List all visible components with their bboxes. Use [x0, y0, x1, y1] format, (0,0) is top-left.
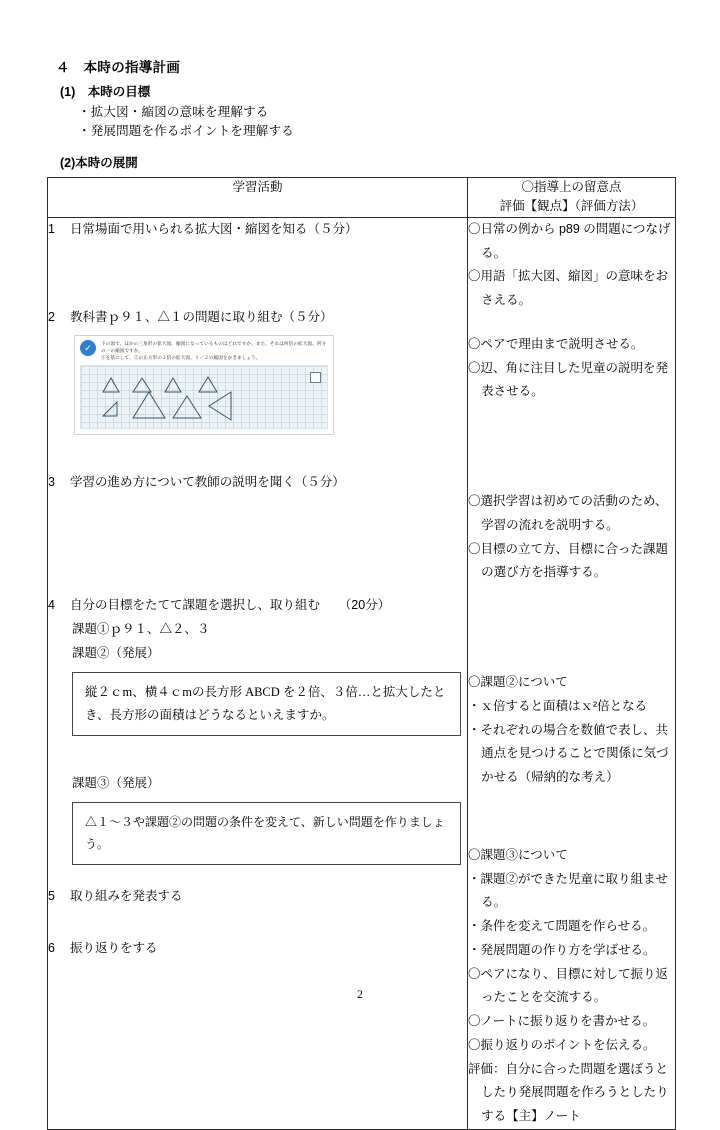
- activity-5-number: 5: [48, 889, 55, 904]
- objective-bullet-2: ・発展問題を作るポイントを理解する: [78, 124, 294, 138]
- note-5-1: ・課題②ができた児童に取り組ませる。: [468, 871, 669, 910]
- subsection-title-development: (2)本時の展開: [60, 156, 138, 170]
- note-5-2: ・条件を変えて問題を作らせる。: [468, 919, 656, 933]
- note-5-3: ・発展問題の作り方を学ばせる。: [468, 942, 656, 957]
- note-4-2: ・それぞれの場合を数値で表し、共通点を見つけることで関係に気づかせる（帰納的な考え）: [468, 722, 669, 784]
- textbook-figure: [74, 335, 334, 434]
- header-learning-activities: [48, 178, 468, 218]
- note-4-1: ・ｘ倍すると面積はｘ²倍となる: [468, 698, 648, 713]
- header-left-label: 学習活動: [232, 180, 283, 194]
- figure-square: [310, 372, 321, 383]
- figure-caption: [101, 340, 328, 361]
- note-2-2: 〇辺、角に注目した児童の説明を発表させる。: [468, 360, 669, 399]
- activity-1: [48, 218, 467, 242]
- note-3-1: 〇選択学習は初めての活動のため、学習の流れを説明する。: [468, 494, 668, 532]
- note-2-1: 〇ペアで理由まで説明させる。: [468, 336, 644, 351]
- task-line-2: 課題②（発展）: [72, 645, 160, 660]
- note-5-title: 〇課題③について: [468, 847, 568, 862]
- activity-3: [48, 471, 467, 495]
- page-number: 2: [357, 987, 363, 1001]
- figure-shapes: [81, 366, 327, 426]
- activity-1-number: 1: [48, 221, 55, 236]
- task-3-problem-box: △１～３や課題②の問題の条件を変えて、新しい問題を作りましょう。: [72, 802, 461, 866]
- activity-5: [48, 885, 467, 909]
- activity-3-text: 学習の進め方について教師の説明を聞く（５分）: [70, 474, 345, 489]
- task-line-1: 課題①ｐ９１、△２、３: [72, 622, 210, 637]
- activity-1-text: 日常場面で用いられる拡大図・縮図を知る（５分）: [70, 221, 358, 236]
- note-6-1: 〇ペアになり、目標に対して振り返ったことを交流する。: [468, 966, 669, 1005]
- figure-caption-line1: 下の図で、ほかの三角形の拡大図、縮図になっているものはどれですか。また、それは何倍の拡大図、何分の一の縮図ですか。: [101, 341, 327, 354]
- activity-2: [48, 306, 467, 330]
- note-7-2: 〇振り返りのポイントを伝える。: [468, 1037, 656, 1052]
- header-right-line1: 〇指導上の留意点: [521, 180, 622, 194]
- activity-2-number: 2: [48, 309, 55, 324]
- note-4-title: 〇課題②について: [468, 675, 568, 689]
- activity-4-number: 4: [48, 598, 55, 613]
- header-right-line2: 評価【観点】（評価方法）: [499, 199, 644, 214]
- header-teaching-notes: [468, 178, 676, 218]
- note-1-1: 〇日常の例から p89 の問題につなげる。: [468, 221, 671, 260]
- task-2-problem-box: 縦２ｃm、横４ｃmの長方形 ABCD を２倍、３倍…と拡大したとき、長方形の面積はどうなるといえますか。: [72, 672, 461, 736]
- objective-bullet-1: ・拡大図・縮図の意味を理解する: [78, 105, 269, 119]
- activity-5-text: 取り組みを発表する: [70, 889, 183, 904]
- subsection-title-objectives: (1) 本時の目標: [60, 85, 151, 99]
- note-7-3: 評価：自分に合った問題を選ぼうとしたり発展問題を作ろうとしたりする【主】ノート: [468, 1061, 669, 1123]
- section-title: ４ 本時の指導計画: [56, 60, 181, 75]
- note-7-1: 〇ノートに振り返りを書かせる。: [468, 1014, 656, 1028]
- figure-caption-row: [75, 336, 333, 364]
- activity-2-text: 教科書ｐ９１、△１の問題に取り組む（５分）: [70, 309, 333, 324]
- task-line-3: 課題③（発展）: [72, 775, 160, 790]
- activity-4: [48, 594, 467, 618]
- figure-grid: [80, 365, 328, 429]
- table-header-row: [48, 178, 676, 218]
- figure-caption-line2: ①を基にして、②の正方形の２倍の拡大図、１／２の縮図をかきましょう。: [101, 355, 261, 361]
- activity-6-text: 振り返りをする: [70, 940, 158, 955]
- note-1-2: 〇用語「拡大図、縮図」の意味をおさえる。: [468, 269, 669, 307]
- check-badge-icon: ✓: [80, 340, 96, 356]
- activity-6-number: 6: [48, 940, 55, 955]
- activity-3-number: 3: [48, 474, 55, 489]
- note-3-2: 〇目標の立て方、目標に合った課題の選び方を指導する。: [468, 541, 669, 580]
- activity-6: [48, 937, 467, 961]
- activity-4-text: 自分の目標をたてて課題を選択し、取り組む （20分）: [70, 598, 391, 613]
